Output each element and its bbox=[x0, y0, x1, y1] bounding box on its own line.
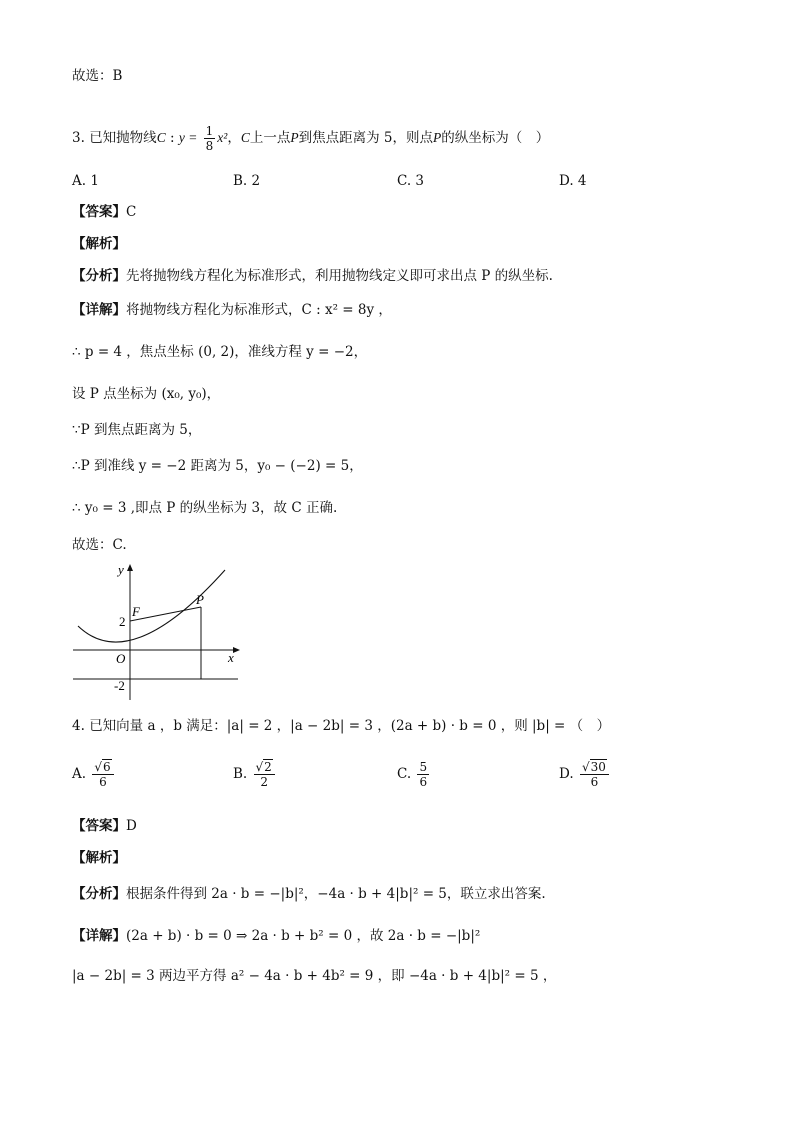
fraction-numerator: 1 bbox=[205, 124, 214, 138]
option-c bbox=[397, 760, 431, 789]
fraction bbox=[92, 760, 113, 789]
fraction-denominator: 6 bbox=[419, 775, 428, 789]
fraction-denominator: 2 bbox=[260, 775, 268, 789]
stem-part: ， bbox=[227, 130, 241, 146]
x-axis-label: x bbox=[228, 650, 234, 665]
detail-row bbox=[72, 926, 480, 946]
answer-row bbox=[72, 202, 136, 222]
detail-last: |a − 2b| = 3 两边平方得 a² − 4a · b + 4b² = 9 ，即 −4a · b + 4|b|² = 5 ， bbox=[72, 968, 557, 984]
radicand: 30 bbox=[590, 760, 606, 774]
xiangjie-tag: 【详解】 bbox=[72, 928, 126, 944]
fraction-numerator: √30 bbox=[580, 760, 609, 775]
question-4-text: 已知向量 a ，b 满足：|a| = 2 ，|a − 2b| = 3 ，(2a + b) · b = 0 ，则 |b| = （ ） bbox=[89, 718, 611, 734]
answer-tag: 【答案】 bbox=[72, 818, 126, 834]
focus-label: F bbox=[132, 604, 140, 619]
y-axis-label: y bbox=[118, 562, 124, 577]
origin-label: O bbox=[116, 651, 126, 666]
step-4: ∴P 到准线 y = −2 距离为 5，y₀ − (−2) = 5， bbox=[72, 458, 363, 474]
stem-part: 的纵坐标为（ ） bbox=[441, 130, 550, 146]
equation-lhs: y = bbox=[178, 130, 198, 145]
option-c: C. 3 bbox=[397, 173, 425, 189]
fraction bbox=[580, 760, 609, 789]
answer-tag: 【答案】 bbox=[72, 204, 126, 220]
stem-part: 到焦点距离为 5，则点 bbox=[298, 130, 433, 146]
tick-label-neg2: -2 bbox=[114, 678, 125, 693]
y-axis-arrow bbox=[127, 564, 133, 571]
question-4-stem bbox=[72, 716, 610, 736]
step-3: ∵P 到焦点距离为 5， bbox=[72, 422, 202, 438]
answer-value: D bbox=[126, 818, 137, 834]
point-name: P bbox=[432, 130, 442, 145]
segment-fp bbox=[130, 607, 201, 621]
option-b bbox=[233, 760, 277, 789]
xiangjie-tag: 【详解】 bbox=[72, 302, 126, 318]
analysis-tag bbox=[72, 848, 126, 868]
analysis-label: 【解析】 bbox=[72, 236, 126, 252]
option-a: A. 1 bbox=[72, 173, 99, 189]
option-a bbox=[72, 760, 116, 789]
fraction-denominator: 6 bbox=[590, 775, 599, 789]
fraction-denominator: 6 bbox=[99, 775, 107, 789]
point-name: P bbox=[290, 130, 299, 145]
option-letter: B. bbox=[233, 766, 248, 782]
tick-label-2: 2 bbox=[119, 614, 126, 629]
fraction bbox=[204, 124, 216, 153]
fenxi-tag: 【分析】 bbox=[72, 268, 126, 284]
question-3-stem: 3. 已知抛物线C : y = $\frac{1}{8}$ x²，C上一点P到焦点距离为 5，则点P的纵坐标为（ ） bbox=[72, 124, 550, 153]
fraction-numerator: 5 bbox=[419, 760, 428, 774]
point-label: P bbox=[196, 592, 204, 607]
fenxi-tag: 【分析】 bbox=[72, 886, 126, 902]
previous-answer: 故选：B bbox=[72, 68, 123, 84]
fraction-denominator: 8 bbox=[205, 139, 214, 153]
step-5: ∴ y₀ = 3 ,即点 P 的纵坐标为 3，故 C 正确. bbox=[72, 500, 338, 516]
fraction-numerator: √6 bbox=[92, 760, 113, 775]
analysis-tag bbox=[72, 234, 126, 254]
parabola-figure bbox=[70, 560, 250, 702]
curve-name: C bbox=[156, 130, 166, 145]
stem-part: 上一点 bbox=[249, 130, 291, 146]
curve-name: C bbox=[240, 130, 250, 145]
answer-value: C bbox=[126, 204, 137, 220]
analysis-label: 【解析】 bbox=[72, 850, 126, 866]
step-2: 设 P 点坐标为 (x₀, y₀)， bbox=[72, 386, 221, 402]
answer-row bbox=[72, 816, 137, 836]
radicand: 2 bbox=[264, 760, 272, 774]
analysis-row bbox=[72, 266, 553, 286]
equation-tail: x² bbox=[217, 130, 228, 145]
option-b: B. 2 bbox=[233, 173, 261, 189]
fraction bbox=[254, 760, 275, 789]
xiangjie-text: (2a + b) · b = 0 ⇒ 2a · b + b² = 0 ，故 2a · b = −|b|² bbox=[126, 928, 481, 944]
detail-row bbox=[72, 300, 392, 320]
stem-part: 已知抛物线 bbox=[89, 130, 157, 146]
radicand: 6 bbox=[103, 760, 111, 774]
question-number: 3. bbox=[72, 130, 85, 146]
conclusion: 故选：C. bbox=[72, 537, 127, 553]
question-number: 4. bbox=[72, 718, 85, 734]
analysis-row bbox=[72, 884, 546, 904]
xiangjie-text: 将抛物线方程化为标准形式，C : x² = 8y ， bbox=[126, 302, 392, 318]
option-letter: C. bbox=[397, 766, 412, 782]
option-d bbox=[559, 760, 611, 789]
step-1: ∴ p = 4 ，焦点坐标 (0, 2)，准线方程 y = −2， bbox=[72, 344, 368, 360]
x-axis-arrow bbox=[233, 647, 240, 653]
fraction-numerator: √2 bbox=[254, 760, 275, 775]
option-letter: A. bbox=[72, 766, 87, 782]
fenxi-text: 先将抛物线方程化为标准形式，利用抛物线定义即可求出点 P 的纵坐标. bbox=[126, 268, 553, 284]
option-letter: D. bbox=[559, 766, 574, 782]
fraction bbox=[417, 760, 429, 789]
option-d: D. 4 bbox=[559, 173, 587, 189]
fenxi-text: 根据条件得到 2a · b = −|b|²，−4a · b + 4|b|² = 5，联立求出答案. bbox=[126, 886, 546, 902]
